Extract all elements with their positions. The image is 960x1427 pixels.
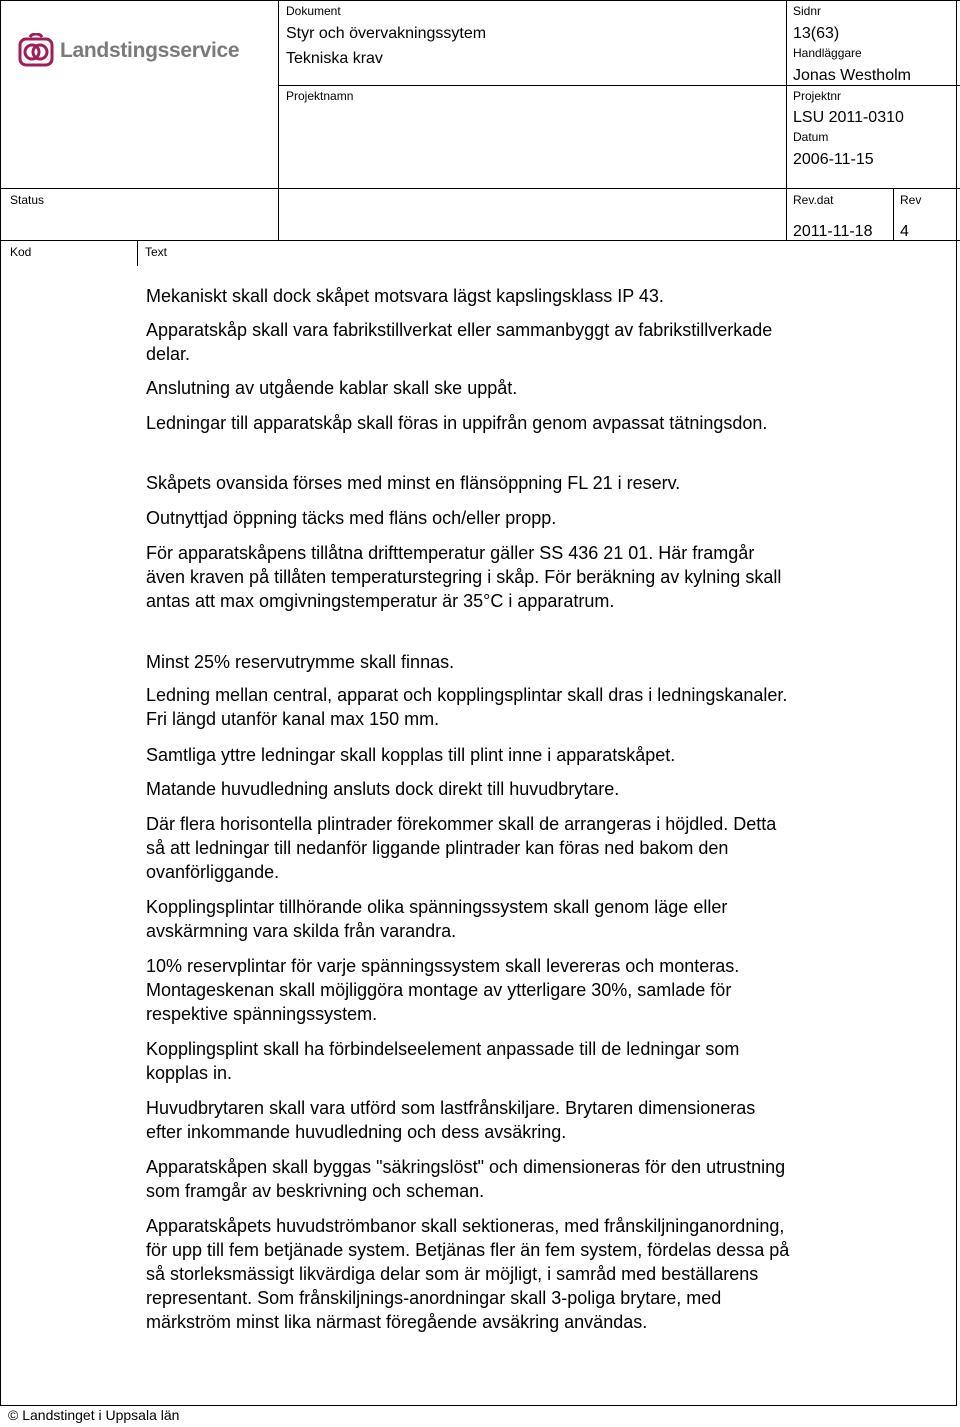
dokument-title-line2: Tekniska krav [286, 50, 383, 67]
paragraph: För apparatskåpens tillåtna drifttemperatur gäller SS 436 21 01. Här framgår även kraven på tillåten temperaturstegring i skåp. För beräkning av kylning skall antas att max omgivningstemperatur är 35°C i apparatrum. [146, 543, 782, 611]
paragraph: 10% reservplintar för varje spänningssystem skall levereras och monteras. Montageskenan skall möjliggöra montage av ytterligare 30%, samlade för respektive spänningssystem. [146, 956, 740, 1024]
paragraph: Ledning mellan central, apparat och kopplingsplintar skall dras i ledningskanaler. Fri längd utanför kanal max 150 mm. [146, 685, 788, 729]
datum-value: 2006-11-15 [793, 151, 874, 168]
paragraph: Kopplingsplintar tillhörande olika spänningssystem skall genom läge eller avskärmning vara skilda från varandra. [146, 897, 728, 941]
paragraph: Minst 25% reservutrymme skall finnas. [146, 652, 455, 672]
header-vline-rev [893, 188, 894, 240]
paragraph: Kopplingsplint skall ha förbindelseelement anpassade till de ledningar som kopplas in. [146, 1039, 740, 1083]
rev-label: Rev [900, 193, 922, 207]
header-vline-dokument [278, 0, 279, 240]
footer [8, 1407, 179, 1423]
datum-label: Datum [793, 130, 829, 144]
logo-name: Landstingsservice [60, 39, 240, 62]
status-label: Status [10, 193, 45, 207]
header-line-projektnamn [278, 85, 960, 86]
paragraph: Där flera horisontella plintrader förekommer skall de arrangeras i höjdled. Detta så att ledningar till nedanför liggande plintrader kan föras ned bakom den ovanförliggande. [146, 814, 777, 882]
rev-value: 4 [900, 223, 909, 240]
revdat-value: 2011-11-18 [793, 223, 873, 240]
paragraph: Outnyttjad öppning täcks med fläns och/eller propp. [146, 508, 557, 528]
handlaggare-label: Handläggare [793, 46, 862, 60]
paragraph: Ledningar till apparatskåp skall föras in uppifrån genom avpassat tätningsdon. [146, 413, 768, 433]
sidnr-label: Sidnr [793, 4, 822, 18]
paragraph: Huvudbrytaren skall vara utförd som lastfrånskiljare. Brytaren dimensioneras efter inkommande huvudledning och dess avsäkring. [146, 1098, 756, 1142]
page-right-border [956, 0, 957, 1405]
projektnamn-label: Projektnamn [286, 89, 354, 103]
projektnr-value: LSU 2011-0310 [793, 109, 904, 126]
paragraph: Matande huvudledning ansluts dock direkt till huvudbrytare. [146, 779, 620, 799]
header-vline-kod-text [137, 240, 138, 266]
footer-text: Landstinget i Uppsala län [22, 1407, 180, 1423]
paragraph: Samtliga yttre ledningar skall kopplas till plint inne i apparatskåpet. [146, 745, 676, 765]
dokument-label: Dokument [286, 4, 341, 18]
handlaggare-value: Jonas Westholm [793, 67, 911, 84]
dokument-title-line1: Styr och övervakningssytem [286, 25, 487, 42]
kod-label: Kod [10, 245, 32, 259]
header-line-status [0, 188, 960, 189]
sidnr-value: 13(63) [793, 25, 840, 42]
paragraph: Mekaniskt skall dock skåpet motsvara lägst kapslingsklass IP 43. [146, 286, 664, 306]
revdat-label: Rev.dat [793, 193, 834, 207]
page-left-border [0, 0, 1, 1405]
paragraph: Anslutning av utgående kablar skall ske uppåt. [146, 378, 518, 398]
projektnr-label: Projektnr [793, 89, 842, 103]
text-label: Text [145, 245, 168, 259]
header-vline-sidnr [786, 0, 787, 240]
landstingsservice-logo [18, 33, 239, 69]
copyright-icon: © [8, 1407, 19, 1423]
paragraph: Skåpets ovansida förses med minst en flänsöppning FL 21 i reserv. [146, 473, 681, 493]
header-top-border [0, 0, 960, 1]
paragraph: Apparatskåpen skall byggas "säkringslöst" och dimensioneras för den utrustning som framgår av beskrivning och scheman. [146, 1157, 786, 1201]
landstingsservice-logo-icon [18, 33, 54, 69]
paragraph: Apparatskåpets huvudströmbanor skall sektioneras, med frånskiljninganordning, för upp till fem betjänade system. Betjänas fler än fem system, fördelas dessa på så storleksmässigt likvärdiga delar som är möjligt, i samråd med beställarens representant. Som frånskiljnings-anordningar skall 3-poliga brytare, med märkström minst lika närmast föregående avsäkring användas. [146, 1216, 790, 1332]
paragraph: Apparatskåp skall vara fabrikstillverkat eller sammanbyggt av fabrikstillverkade delar. [146, 320, 773, 364]
page-bottom-border [0, 1405, 957, 1406]
